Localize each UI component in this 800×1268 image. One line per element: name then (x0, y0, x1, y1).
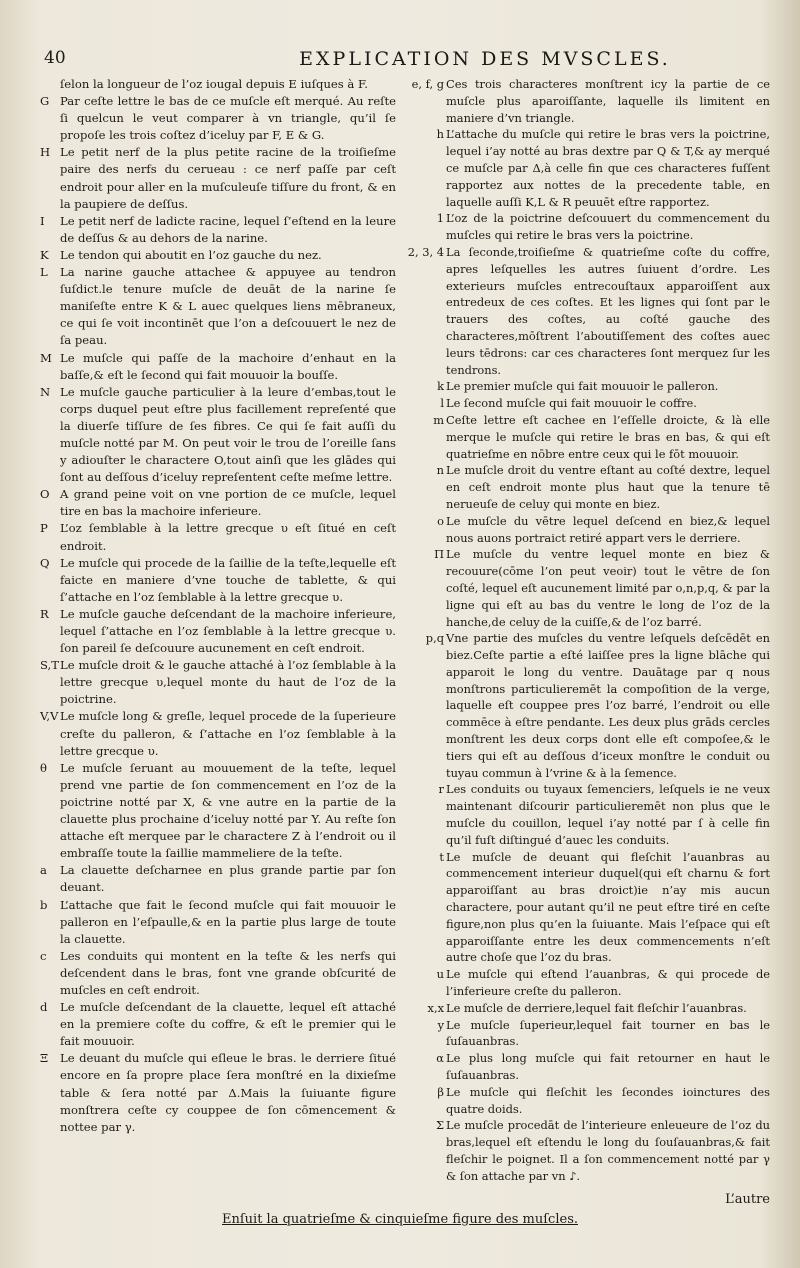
entry-marker: b (40, 897, 48, 912)
entry-marker: Ξ (40, 1051, 49, 1066)
entry-marker: y (437, 1017, 444, 1032)
entry-marker: o (437, 513, 444, 528)
legend-entry (398, 1117, 770, 1184)
entry-text: Le muſcle qui paſſe de la machoire d’enhaut en la baſſe,& eſt le ſecond qui fait mouuoir la bouſſe. (60, 350, 396, 382)
entry-text: L’oz de la poictrine deſcouuert du commencement du muſcles qui retire le bras vers la poictrine. (446, 211, 770, 243)
entry-text: La narine gauche attachee & appuyee au tendron ſuſdict.le tenure muſcle de deuāt de la narine ſe maniſeſte entre K & L auec quelques liens mēbraneux, ce qui ſe voit incontinēt que l’on a deſcouuert le nez de ſa peau. (60, 265, 396, 348)
entry-marker: t (439, 849, 444, 864)
entry-text: Ces trois characteres monſtrent icy la partie de ce muſcle plus aparoiſſante, laquelle ils limitent en maniere d’vn triangle. (446, 77, 770, 125)
legend-entry (40, 708, 396, 759)
entry-text: Le tendon qui aboutit en l’oz gauche du nez. (60, 247, 322, 262)
entry-text: Le premier muſcle qui fait mouuoir le palleron. (446, 379, 719, 394)
entry-text: Le muſcle deſcendant de la clauette, lequel eſt attaché en la premiere coſte du coffre, & eſt le premier qui le fait mouuoir. (60, 1000, 396, 1049)
legend-entry (398, 76, 770, 126)
entry-marker: m (433, 412, 444, 427)
catchword: L’autre (725, 1192, 770, 1207)
entry-text: Le muſcle droit du ventre eſtant au coſté dextre, lequel en ceſt endroit monte plus haut que la tenure tē nerueuſe de celuy qui monte en biez. (446, 463, 770, 511)
entry-text: ſelon la longueur de l’oz iougal depuis E iuſques à F. (60, 77, 368, 91)
legend-entry (40, 486, 396, 520)
entry-text: Par ceſte lettre le bas de ce muſcle eſt merqué. Au reſte ſi quelcun le veut comparer à vn triangle, qu’il ſe propoſe les trois coſtez d’iceluy par F, E & G. (60, 94, 396, 143)
legend-entry (40, 350, 396, 384)
entry-marker: Q (40, 555, 50, 570)
entry-marker: N (40, 384, 51, 399)
entry-marker: I (40, 213, 45, 228)
entry-text: Le muſcle gauche deſcendant de la machoire inferieure, lequel ſ’attache en l’oz ſemblable à la lettre grecque υ. ſon pareil ſe deſcouure aucunement en ceſt endroit. (60, 606, 396, 656)
legend-entry (398, 546, 770, 630)
legend-entry (398, 1084, 770, 1118)
entry-marker: O (40, 487, 50, 502)
legend-entry (398, 1050, 770, 1084)
right-column (398, 76, 770, 1185)
entry-marker: S,T (40, 658, 59, 673)
entry-marker: a (40, 863, 47, 878)
footer-text: Enſuit la quatrieſme & cinquieſme figure des muſcles. (222, 1212, 578, 1227)
entry-marker: R (40, 606, 49, 621)
entry-marker: c (40, 948, 47, 963)
legend-entry (398, 849, 770, 967)
entry-marker: h (436, 127, 444, 142)
legend-entry (398, 781, 770, 848)
entry-marker: β (437, 1084, 444, 1099)
entry-text: Le deuant du muſcle qui eſleue le bras. le derriere ſitué encore en ſa propre place ſera monſtré en la dixieſme table & ſera notté par Δ.Mais la ſuiuante figure monſtrera ceſte cy couppee de ſon cōmencement & nottee par γ. (60, 1051, 396, 1134)
legend-entry (398, 244, 770, 378)
entry-text: A grand peine voit on vne portion de ce muſcle, lequel tire en bas la machoire inferieure. (60, 487, 396, 519)
entry-text: Le muſcle gauche particulier à la leure d’embas,tout le corps duquel peut eſtre plus facillement repreſenté que la diuerſe tiſſure de ſes fibres. Ce qui ſe fait auſſi du muſcle notté par M. On peut voir le trou de l’oreille ſans y adiouſter le charactere O,tout ainſi que les glādes qui ſont au deſſous d’iceluy repreſentent ceſte meſme lettre. (60, 384, 396, 485)
legend-entry (40, 897, 396, 948)
left-column (40, 76, 396, 1136)
legend-entry (40, 862, 396, 896)
legend-entry (398, 210, 770, 244)
entry-text: L’oz ſemblable à la lettre grecque υ eſt ſitué en ceſt endroit. (60, 521, 396, 553)
entry-marker: x,x (427, 1000, 444, 1015)
entry-marker: H (40, 145, 51, 160)
legend-entry (40, 606, 396, 657)
legend-entry (40, 384, 396, 487)
legend-entry (398, 630, 770, 781)
legend-entry (40, 760, 396, 863)
legend-entry (398, 1017, 770, 1051)
entry-text: Le muſcle qui eſtend l’auanbras, & qui procede de l’inferieure creſte du palleron. (446, 967, 770, 999)
legend-entry (398, 462, 770, 512)
legend-entry (398, 395, 770, 412)
legend-entry (40, 520, 396, 554)
entry-text: Le plus long muſcle qui fait retourner en haut le ſuſauanbras. (446, 1051, 770, 1083)
legend-entry (398, 513, 770, 547)
entry-marker: L (40, 265, 48, 280)
entry-marker: u (436, 967, 444, 982)
entry-text: Le petit nerf de la plus petite racine de la troiſieſme paire des nerfs du cerueau : ce nerf paſſe par ceſt endroit pour aller en la muſculeuſe tiſſure du front, & en la paupiere de deſſus. (60, 145, 396, 211)
legend-entry (40, 247, 396, 264)
entry-marker: V,V (40, 709, 59, 724)
entry-marker: Π (434, 547, 444, 562)
page-header (40, 48, 760, 74)
entry-marker: e, f, g (411, 77, 444, 91)
entry-marker: p,q (425, 631, 444, 646)
legend-entry (398, 378, 770, 395)
entry-text: Le muſcle ſeruant au mouuement de la teſte, lequel prend vne partie de ſon commencement en l’oz de la poictrine notté par X, & vne autre en la partie de la clauette plus prochaine d’iceluy notté par Y. Au reſte ſon attache eſt merquee par le charactere Z à l’endroit ou il embraſſe toute la ſaillie mammeliere de la teſte. (60, 760, 396, 861)
legend-entry (398, 126, 770, 210)
entry-marker: 1 (436, 211, 444, 226)
entry-text: Le muſcle du ventre lequel monte en biez & recouure(cōme l’on peut veoir) tout le vētre de ſon coſté, lequel eſt aucunement limité par o,n,p,q, & par la ligne qui eſt au bas du ventre le long de l’oz de la hanche,de celuy de la cuiſſe,& de l’oz barré. (446, 547, 770, 629)
entry-marker: K (40, 247, 49, 262)
legend-entry (40, 213, 396, 247)
entry-text: Le muſcle de deuant qui fleſchit l’auanbras au commencement interieur duquel(qui eſt charnu & fort apparoiſſant au bras droict)ie n’ay mis aucun charactere, pour autant qu’il ne peut eſtre tiré en ceſte figure,non plus qu’en la ſuiuante. Mais l’eſpace qui eſt apparoiſſante entre les deux commencements n’eſt autre choſe que l’oz du bras. (446, 849, 770, 965)
running-title: EXPLICATION DES MVSCLES. (299, 48, 671, 70)
entry-marker: Σ (435, 1118, 444, 1133)
legend-entry (40, 555, 396, 606)
entry-marker: n (436, 463, 444, 478)
legend-entry (398, 966, 770, 1000)
entry-text: La ſeconde,troiſieſme & quatrieſme coſte du coffre, apres leſquelles les autres ſuiuent d’ordre. Les exterieurs muſcles entrecouſtaux apparoiſſent aux entredeux de ces coſtes. Et les lignes qui ſont par le trauers des coſtes, au coſté gauche des characteres,mōſtrent l’aboutiſſement des coſtes auec leurs tēdrons: car ces characteres ſont merquez ſur les tendrons. (446, 244, 770, 377)
entry-text: Le muſcle procedāt de l’interieure enleueure de l’oz du bras,lequel eſt eſtendu le long du ſouſauanbras,& fait fleſchir le poignet. Il a ſon commencement notté par γ & ſon attache par vn ♪. (446, 1118, 770, 1183)
entry-text: Le ſecond muſcle qui fait mouuoir le coffre. (446, 396, 697, 411)
footer-caption (0, 1212, 800, 1227)
legend-entry (40, 948, 396, 999)
entry-marker: G (40, 94, 50, 109)
entry-marker: r (438, 782, 444, 797)
legend-entry (40, 1050, 396, 1135)
entry-text: Le muſcle droit & le gauche attaché à l’oz ſemblable à la lettre grecque υ,lequel monte du haut de l’oz de la poictrine. (60, 658, 396, 707)
entry-marker: M (40, 350, 52, 365)
entry-text: Le muſcle qui fleſchit les ſecondes ioinctures des quatre doids. (446, 1084, 770, 1116)
entry-text: Vne partie des muſcles du ventre leſquels deſcēdēt en biez.Ceſte partie a eſté laiſſee pres la ligne blāche qui apparoit le long du ventre. Dauātage par q nous monſtrons particulieremēt la compoſition de la verge, laquelle eſt couppee pres l’oz barré, l’endroit ou elle commēce à eſtre pendante. Les deux plus grāds cercles monſtrent les deux corps dont elle eſt compoſee,& le tiers qui eſt au deſſous d’iceux monſtre le conduit ou tuyau commun à l’vrine & à la ſemence. (446, 631, 770, 780)
entry-text: Les conduits qui montent en la teſte & les nerfs qui deſcendent dans le bras, font vne grande obſcurité de muſcles en ceſt endroit. (60, 948, 396, 997)
entry-marker: d (40, 1000, 48, 1015)
entry-text: Le muſcle qui procede de la ſaillie de la teſte,lequelle eſt faicte en maniere d’vne touche de tablette, & qui ſ’attache en l’oz ſemblable à la lettre grecque υ. (60, 555, 396, 604)
entry-text: Le petit nerf de ladicte racine, lequel ſ’eſtend en la leure de deſſus & au dehors de la narine. (60, 213, 396, 245)
entry-marker: l (440, 396, 444, 411)
entry-marker: P (40, 521, 48, 536)
entry-marker: 2, 3, 4 (407, 244, 444, 259)
entry-marker: k (437, 379, 444, 394)
entry-text: L’attache que fait le ſecond muſcle qui fait mouuoir le palleron en l’eſpaulle,& en la partie plus large de toute la clauette. (60, 897, 396, 946)
entry-text: Le muſcle de derriere,lequel fait fleſchir l’auanbras. (446, 1000, 747, 1015)
entry-text: L’attache du muſcle qui retire le bras vers la poictrine, lequel i’ay notté au bras dextre par Q & T,& ay merqué ce muſcle par Δ,à celle fin que ces characteres fuſſent rapportez aux nottes de la precedente table, en laquelle auſſi K,L & R peuuēt eſtre rapportez. (446, 127, 770, 209)
entry-text: Le muſcle du vētre lequel deſcend en biez,& lequel nous auons portraict retiré appart vers le derriere. (446, 513, 770, 545)
legend-entry (40, 76, 396, 93)
legend-entry (40, 999, 396, 1050)
legend-entry (40, 93, 396, 144)
entry-text: Les conduits ou tuyaux ſemenciers, leſquels ie ne veux maintenant diſcourir particulieremēt non plus que le muſcle du couillon, lequel i’ay notté par ſ à celle fin qu’il fuſt diſtingué d’auec les conduits. (446, 782, 770, 847)
entry-text: Le muſcle ſuperieur,lequel fait tourner en bas le ſuſauanbras. (446, 1017, 770, 1049)
entry-text: Le muſcle long & greſle, lequel procede de la ſuperieure creſte du palleron, & ſ’attache en l’oz ſemblable à la lettre grecque υ. (60, 709, 396, 758)
legend-entry (40, 144, 396, 212)
legend-entry (398, 412, 770, 462)
legend-entry (398, 1000, 770, 1017)
entry-marker: α (436, 1051, 444, 1066)
entry-text: Ceſte lettre eſt cachee en l’eſſelle droicte, & là elle merque le muſcle qui retire le bras en bas, & qui eſt quatrieſme en nōbre entre ceux qui le fōt mouuoir. (446, 412, 770, 461)
page-number: 40 (44, 48, 66, 68)
legend-entry (40, 657, 396, 708)
entry-text: La clauette deſcharnee en plus grande partie par ſon deuant. (60, 863, 396, 895)
legend-entry (40, 264, 396, 349)
entry-marker: θ (40, 760, 47, 775)
